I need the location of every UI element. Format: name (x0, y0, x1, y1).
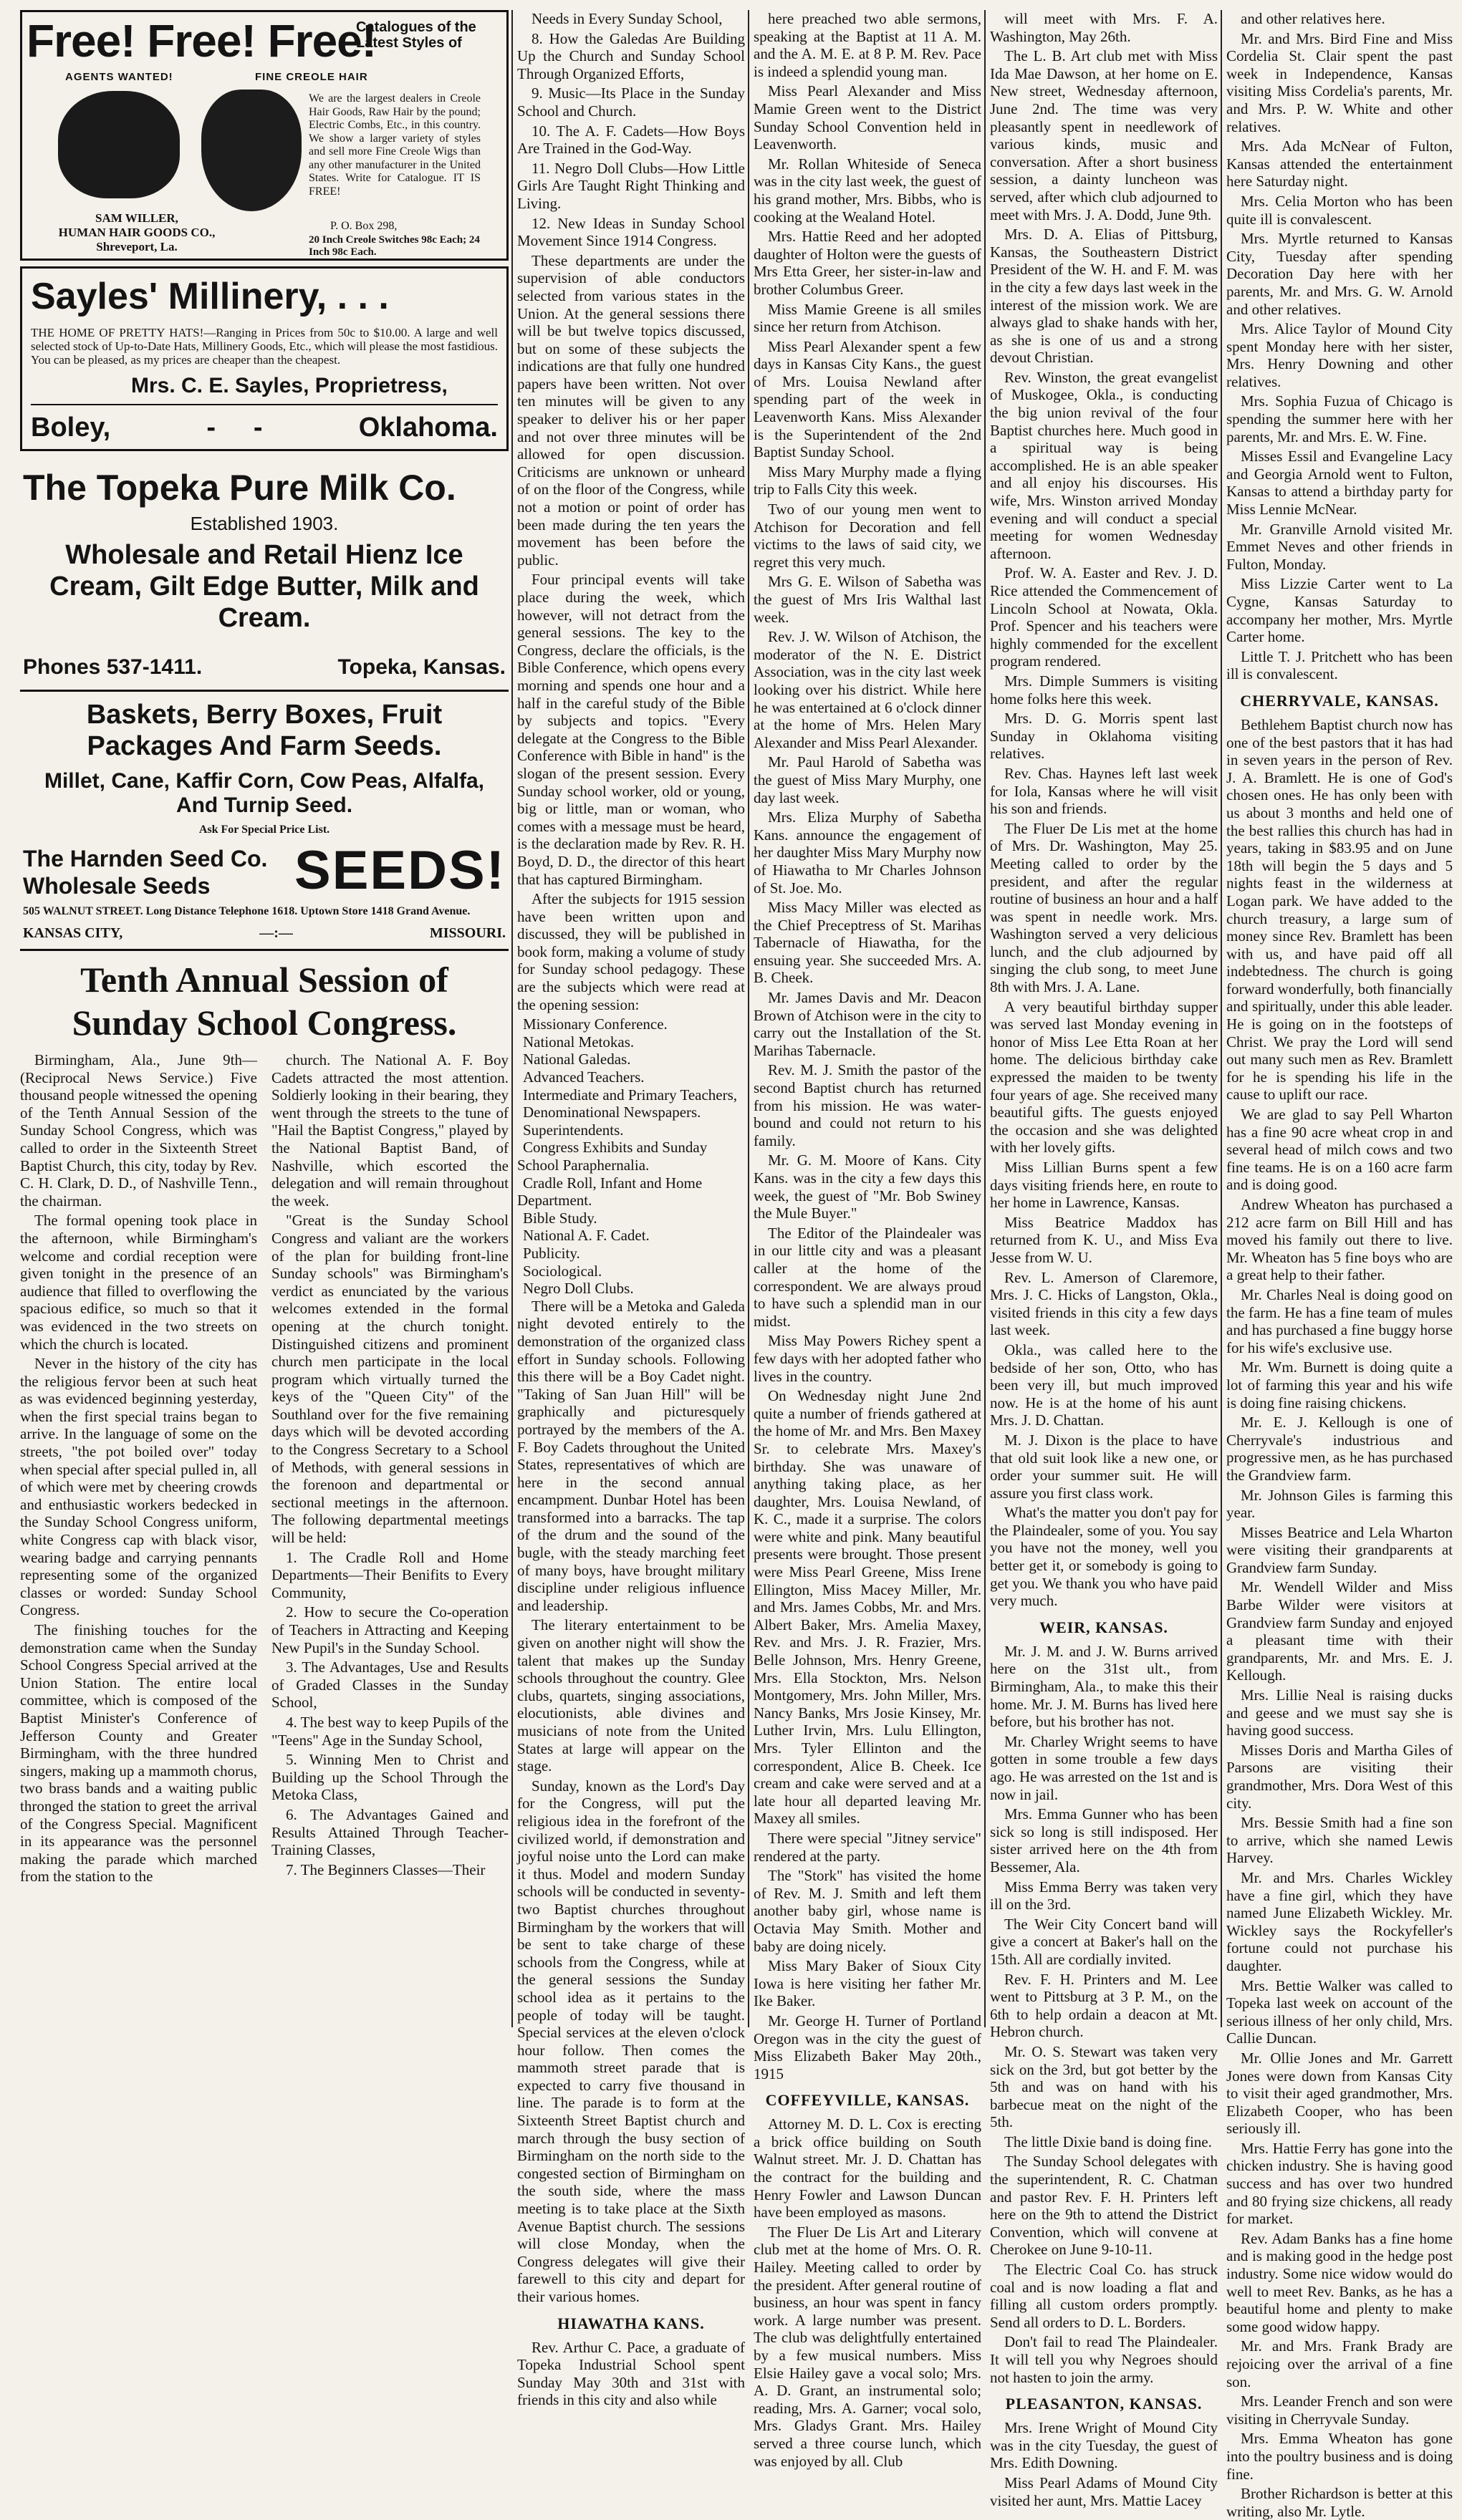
article-paragraph: Never in the history of the city has the religious fervor been at such heat as was evidenced beginning yesterday, when the first special trains began to arrive. In the language of some on the streets, "the pot boiled over" today when special after special pulled in, all of which were met by cheering crowds and enthusiastic workers bedecked in the Sunday School Congress uniform, white Congress cap with black visor, wearing badge and carrying pennants representing some of the organized classes or worded: Sunday School Congress. (20, 1355, 257, 1619)
ad-seeds-city-row (23, 925, 506, 942)
column-rule (1221, 10, 1222, 2027)
c4-paras1 (990, 10, 1218, 1610)
news-item: Mr. E. J. Kellough is one of Cherryvale's industrious and progressive men, as he has purchased the Grandview farm. (1226, 1414, 1453, 1484)
news-item: Rev. L. Amerson of Claremore, Mrs. J. C. Hicks of Langston, Okla., visited friends in this city a few days last week. (990, 1268, 1218, 1339)
news-item: Mrs. Emma Gunner who has been sick so long is still indisposed. Her sister arrived here on the 4th from Bessemer, Ala. (990, 1805, 1218, 1875)
news-item: Mrs. Bettie Walker was called to Topeka last week on account of the serious illness of her only child, Mrs. Callie Duncan. (1226, 1976, 1453, 2047)
news-item: Mrs. Hattie Reed and her adopted daughter of Holton were the guests of Mrs Etta Greer, her sister-in-law and brother Columbus Greer. (754, 228, 981, 298)
ad-free-addr3: Shreveport, La. (96, 240, 178, 254)
article-paragraph: The formal opening took place in the afternoon, while Birmingham's welcome and cordial reception were given tonight in the presence of an audience that filled to overflowing the spacious edifice, so much so that it was evidenced in the two streets on which the church is located. (20, 1212, 257, 1353)
news-item: will meet with Mrs. F. A. Washington, May 26th. (990, 10, 1218, 45)
ad-seeds-ask: Ask For Special Price List. (198, 824, 330, 836)
ad-free-catalogue: Catalogues of the Latest Styles of (356, 19, 476, 51)
c3-paras1 (754, 10, 981, 2082)
ad-seeds-addr: 505 WALNUT STREET. Long Distance Telephone 1618. Uptown Store 1418 Grand Avenue. (23, 905, 471, 917)
news-item: Mrs. Bessie Smith had a fine son to arrive, which she named Lewis Harvey. (1226, 1814, 1453, 1867)
news-item: Two of our young men went to Atchison for Decoration and fell victims to the laws of said city, we regret this very much. (754, 501, 981, 571)
news-item: Mrs. D. G. Morris spent last Sunday in Oklahoma visiting relatives. (990, 710, 1218, 763)
ad-topeka-phones-row (23, 655, 506, 680)
subject-list-item: Publicity. (523, 1244, 580, 1262)
article-paragraph: Four principal events will take place during the week, which however, will not detract from the general sessions. The key to the Congress, declare the officials, is the Bible Conference, which opens every morning and spends one hour and a half in the careful study of the Bible by subjects and topics. "Every delegate at the Congress to the Bible Conference with Bible in hand" is the slogan of the present session. Every Sunday school worker, old or young, big or little, man or woman, who comes with a message must be heard, is the declaration made by Rev. R. H. Boyd, D. D., the director of this heart that has captured Birmingham. (517, 571, 745, 888)
news-item: Mr. Granville Arnold visited Mr. Emmet Neves and other friends in Fulton, Monday. (1226, 520, 1453, 573)
ad-free-headline: Free! Free! Free! (27, 15, 377, 67)
news-item: The Fluer De Lis Art and Literary club met at the home of Mrs. O. R. Hailey. Meeting called to order by the president. After general routine of business, an hour was spent in fancy work. A large number was present. The club was delightfully entertained by a few musical numbers. Miss Elsie Hailey gave a vocal solo; Mrs. A. D. Grant, an instrumental solo; reading, Mrs. A. Garner; vocal solo, Mrs. Gladys Grant. Mrs. Hailey served a three course lunch, which was enjoyed by all. Club (754, 2223, 981, 2470)
cherryvale-heading: CHERRYVALE, KANSAS. (1240, 691, 1439, 710)
news-item: Mr. and Mrs. Bird Fine and Miss Cordelia St. Clair spent the past week in Independence, Kansas visiting Miss Cordelia's parents, Mr. and Mrs. P. W. White and other relatives. (1226, 29, 1453, 135)
news-item: Mr. Ollie Jones and Mr. Garrett Jones were down from Kansas City to visit their aged grandmother, Mrs. Elizabeth Cooper, who has been seriously ill. (1226, 2049, 1453, 2138)
news-item: The "Stork" has visited the home of Rev. M. J. Smith and left them another baby girl, whose name is Octavia May Smith. Mother and baby are doing nicely. (754, 1867, 981, 1955)
ad-sayles-dots: - - (206, 412, 263, 443)
c2-paras2 (517, 1298, 745, 2306)
news-item: Misses Beatrice and Lela Wharton were visiting their grandparents at Grandview farm Sunday. (1226, 1523, 1453, 1576)
news-item: Miss Mary Murphy made a flying trip to Falls City this week. (754, 463, 981, 498)
ad-topeka-title: The Topeka Pure Milk Co. (23, 468, 456, 508)
news-item: Mr. Wm. Burnett is doing quite a lot of farming this year and his wife is doing fine raising chickens. (1226, 1358, 1453, 1411)
news-item: Bethlehem Baptist church now has one of the best pastors that it has had in seven years in the person of Rev. J. A. Bramlett. He is one of God's chosen ones. He has only been with us about 3 months and held one of the best rallies this church has had in years, taking in $83.95 and on June 18th will begin the 5 days and 5 nights feast in the wilderness at Logan park. We have added to the church treasury, a large sum of money since Rev. Bramlett has been with us, and have paid off all indebtedness. The church is going forward wonderfully, both financially and spiritually, under this able leader. He is going on in the footsteps of Christ. We pray the Lord will send out many such men as Rev. Bramlett for he is spending his life in the cause to uplift our race. (1226, 715, 1453, 1104)
meeting-list-item: 3. The Advantages, Use and Results of Graded Classes in the Sunday School, (271, 1659, 509, 1712)
subject-list-item: Bible Study. (523, 1209, 597, 1227)
meeting-list-item: 12. New Ideas in Sunday School Movement Since 1914 Congress. (517, 214, 745, 250)
hiawatha-heading: HIAWATHA KANS. (557, 2314, 705, 2332)
ad-sayles-state: Oklahoma. (358, 412, 498, 443)
article-col-b-paras (271, 1051, 509, 1547)
news-item: Mrs. Emma Wheaton has gone into the poultry business and is doing fine. (1226, 2430, 1453, 2483)
c2-paras1 (517, 252, 745, 1014)
coffeyville-heading: COFFEYVILLE, KANSAS. (765, 2091, 970, 2110)
news-item: There were special "Jitney service" rendered at the party. (754, 1829, 981, 1865)
news-item: Mr. and Mrs. Frank Brady are rejoicing over the arrival of a fine son. (1226, 2337, 1453, 2390)
news-item: Mrs. Dimple Summers is visiting home folks here this week. (990, 672, 1218, 708)
article-paragraph: The literary entertainment to be given on another night will show the talent that makes up the Sunday schools throughout the country. Glee clubs, quartets, singing associations, elocutionists, able divines and musicians of note from the United States at large will appear on the stage. (517, 1616, 745, 1775)
news-item: Mrs. Myrtle returned to Kansas City, Tuesday after spending Decoration Day here with her parents, Mr. and Mrs. G. W. Arnold and other relatives. (1226, 230, 1453, 318)
ad-seeds-line1: Baskets, Berry Boxes, Fruit Packages And Farm Seeds. (86, 700, 443, 761)
ad-free-addr1: SAM WILLER, (95, 211, 178, 225)
c2-list (517, 10, 745, 250)
news-item: We are glad to say Pell Wharton has a fine 90 acre wheat crop in and several head of milch cows and two fine teams. He is on a 160 acre farm and is doing good. (1226, 1106, 1453, 1194)
news-item: Mrs. D. A. Elias of Pittsburg, Kansas, the Southeastern District President of the W. H. and F. M. was in the city a few days last week in the interest of the mission work. We are always glad to shake hands with her, as she is one of us and a strong devout Christian. (990, 226, 1218, 367)
news-item: Rev. F. H. Printers and M. Lee went to Pittsburg at 3 P. M., on the 6th to help ordain a deacon at Mt. Hebron church. (990, 1970, 1218, 2041)
ad-seeds-city: KANSAS CITY, (23, 925, 123, 941)
meeting-list-item: 8. How the Galedas Are Building Up the Church and Sunday School Through Organized Efforts, (517, 29, 745, 82)
ad-sayles-body: THE HOME OF PRETTY HATS!—Ranging in Prices from 50c to $10.00. A large and well selected stock of Up-to-Date Hats, Millinery Goods, Etc., which will please the most fastidious. You can be pleased, as my prices are cheaper than the cheapest. (31, 326, 498, 367)
news-item: Mr. J. M. and J. W. Burns arrived here on the 31st ult., from Birmingham, Ala., to make this their home. Mr. J. M. Burns has lived here before, but his brother has not. (990, 1642, 1218, 1731)
ad-seeds-dash: —:— (259, 925, 293, 941)
ad-free-addr2: HUMAN HAIR GOODS CO., (58, 226, 216, 239)
meeting-list-item: 7. The Beginners Classes—Their (286, 1860, 486, 1878)
article-paragraph: After the subjects for 1915 session have been written upon and discussed, they will be published in book form, making a volume of study for Sunday school pedagogy. These are the subjects which were read at the opening session: (517, 890, 745, 1013)
news-item: Mr. George H. Turner of Portland Oregon was in the city the guest of Miss Elizabeth Baker May 20th., 1915 (754, 2012, 981, 2082)
article-headline: Tenth Annual Session of Sunday School Congress. (20, 949, 509, 1044)
ad-sayles-town: Boley, (31, 412, 111, 443)
ad-seeds-line2: Millet, Cane, Kaffir Corn, Cow Peas, Alfalfa, And Turnip Seed. (44, 769, 484, 817)
news-item: Mrs. Celia Morton who has been quite ill is convalescent. (1226, 192, 1453, 228)
ad-free-switch: 20 Inch Creole Switches 98c Each; 24 Inch 98c Each. (309, 234, 480, 258)
news-item: Mrs. Sophia Fuzua of Chicago is spending the summer here with her parents, Mr. and Mrs. E. W. Fine. (1226, 392, 1453, 445)
ad-topeka-milk (20, 457, 509, 690)
subject-list-item: Congress Exhibits and Sunday School Paraphernalia. (517, 1139, 708, 1174)
news-item: The L. B. Art club met with Miss Ida Mae Dawson, at her home on E. New street, Wednesday afternoon, June 2nd. The time was very pleasantly spent in needlework of various kinds, music and conversation. After a short business session, a dainty luncheon was served, after which club adjourned to meet with Mrs. J. A. Dodd, June 9th. (990, 47, 1218, 223)
news-item: Mr. Wendell Wilder and Miss Barbe Wilder were visitors at Grandview farm Sunday and enjoyed a pleasant time with their grandparents, Mr. and Mrs. E. J. Kellough. (1226, 1578, 1453, 1684)
c4-pleasanton (990, 2419, 1218, 2509)
news-item: Mrs. Eliza Murphy of Sabetha Kans. announce the engagement of her daughter Miss Mary Murphy now of Hiawatha to Mr Charles Johnson of St. Joe. Mo. (754, 808, 981, 897)
meeting-list-item: 10. The A. F. Cadets—How Boys Are Trained in the God-Way. (517, 122, 745, 158)
news-item: Mr. G. M. Moore of Kans. City Kans. was in the city a few days this week, the guest of "Mr. Bob Swiney the Mule Buyer." (754, 1152, 981, 1222)
news-item: Rev. Winston, the great evangelist of Muskogee, Okla., is conducting the big union revival of the four Baptist churches here. Much good in a spiritual way is being accomplished. He is an able speaker and all enjoy his discourses. His wife, Mrs. Winston arrived Monday evening and will conduct a special meeting for women Wednesday afternoon. (990, 368, 1218, 562)
meeting-list-item: 2. How to secure the Co-operation of Teachers in Attracting and Keeping New Pupil's in the Sunday School. (271, 1603, 509, 1656)
subject-list-item: Cradle Roll, Infant and Home Department. (517, 1174, 703, 1210)
ad-topeka-city: Topeka, Kansas. (337, 655, 506, 679)
article-paragraph: There will be a Metoka and Galeda night devoted entirely to the demonstration of the organized class effort in Sunday schools. Following this there will be a Boy Cadet night. "Taking of San Juan Hill" will be graphically and picturesquely portrayed by the members of the A. F. Boy Cadets throughout the United States, representatives of which are here in the second annual encampment. Dunbar Hotel has been transformed into a barracks. The tap of the drum and the sound of the bugle, with the steady marching feet of many boys, have brought military discipline under religious influence and leadership. (517, 1297, 745, 1614)
news-item: On Wednesday night June 2nd quite a number of friends gathered at the home of Mr. and Mrs. Ben Maxey Sr. to celebrate Mrs. Maxey's birthday. She was unaware of anything taking place, as her daughter, Mrs. Louisa Newland, of K. C., made it a surprise. The colors were white and pink. Many beautiful presents were brought. Those present were Miss Pearl Greene, Miss Irene Ellington, Miss Macey Miller, Mr. and Mrs. James Cobbs, Mr. and Mrs. Albert Baker, Mrs. Amelia Maxey, Rev. and Mrs. J. R. Frazier, Mrs. Belle Johnson, Mrs. Henry Greene, Mrs. Ella Stockton, Mrs. Nelson Montgomery, Mrs. John Miller, Mrs. Nancy Banks, Mrs Josie Kinsey, Mr. Luther Irvin, Mrs. Lulu Ellington, Mrs. Tyler Ellinton and the correspondent, Alice B. Cheek. Ice cream and cake were served and at a late hour all departed leaving Mr. Maxey all smiles. (754, 1387, 981, 1828)
c5-paras1 (1226, 10, 1453, 683)
ad-sayles-title: Sayles' Millinery, . . . (31, 276, 389, 317)
column-rule (984, 10, 986, 2027)
news-item: Misses Essil and Evangeline Lacy and Georgia Arnold went to Fulton, Kansas to attend a birthday party for Miss Lennie McNear. (1226, 448, 1453, 518)
article-col-b-list (271, 1549, 509, 1879)
news-item: The Weir City Concert band will give a concert at Baker's hall on the 15th. All are cordially invited. (990, 1915, 1218, 1968)
news-item: Mr. Charles Neal is doing good on the farm. He has a fine team of mules and has purchased a fine buggy horse for his wife's exclusive use. (1226, 1285, 1453, 1356)
news-item: Rev. J. W. Wilson of Atchison, the moderator of the N. E. District Association, was in the city last week looking over his district. While here he was entertained at 6 o'clock dinner at the home of Mrs. Helen Mary Alexander and Miss Pearl Alexander. (754, 628, 981, 751)
news-item: Attorney M. D. L. Cox is erecting a brick office building on South Walnut street. Mr. J. D. Chattan has the contract for the building and Henry Fowler and Lawson Duncan have been employed as masons. (754, 2115, 981, 2221)
news-item: The Sunday School delegates with the superintendent, R. C. Chatman and pastor Rev. F. H. Printers left here on the 9th to attend the District Convention, which will convene at Cherokee on June 9-10-11. (990, 2153, 1218, 2259)
meeting-list-item: 11. Negro Doll Clubs—How Little Girls Are Taught Right Thinking and Living. (517, 159, 745, 212)
news-item: Miss Pearl Alexander spent a few days in Kansas City Kans., the guest of Mrs. Louisa Newland after spending part of the week in Leavenworth Kans. Miss Alexander is the Superintendent of the 2nd Baptist Sunday School. (754, 337, 981, 461)
news-item: Miss Pearl Alexander and Miss Mamie Green went to the District Sunday School Convention held in Leavenworth. (754, 82, 981, 153)
meeting-list-item: 4. The best way to keep Pupils of the "Teens" Age in the Sunday School, (271, 1713, 509, 1749)
subject-list-item: Negro Doll Clubs. (523, 1280, 634, 1298)
article-paragraph: church. The National A. F. Boy Cadets attracted the most attention. Soldierly looking in their bearing, they went through the streets to the tune of "Hail the Baptist Congress," played by the National Baptist Band, of Nashville, which escorted the delegation and will remain throughout the week. (271, 1051, 509, 1210)
news-item: Don't fail to read The Plaindealer. It will tell you why Negroes should not hasten to join the army. (990, 2333, 1218, 2386)
ad-sayles-millinery (20, 266, 509, 451)
news-item: Miss Mary Baker of Sioux City Iowa is here visiting her father Mr. Ike Baker. (754, 1957, 981, 2010)
c4-weir (990, 1643, 1218, 2386)
news-item: Little T. J. Pritchett who has been ill is convalescent. (1226, 647, 1453, 683)
news-item: Miss Lillian Burns spent a few days visiting friends here, en route to her home in Lawrence, Kansas. (990, 1159, 1218, 1212)
news-item: M. J. Dixon is the place to have that old suit look like a new one, or order your summer suit. He will assure you first class work. (990, 1431, 1218, 1502)
news-item: Miss Pearl Adams of Mound City visited her aunt, Mrs. Mattie Lacey (990, 2473, 1218, 2509)
article-col-a (20, 1051, 257, 1888)
pleasanton-heading: PLEASANTON, KANSAS. (1005, 2395, 1203, 2413)
news-item: Mrs. Alice Taylor of Mound City spent Monday here with her sister, Mrs. Henry Downing and other relatives. (1226, 320, 1453, 390)
news-item: Brother Richardson is better at this writing, also Mr. Lytle. (1226, 2485, 1453, 2520)
column-rule (748, 10, 749, 2027)
ad-topeka-est: Established 1903. (190, 513, 339, 534)
ad-free-desc: We are the largest dealers in Creole Hair Goods, Raw Hair by the pound; Electric Combs, Etc., in this country. We show a larger variety of styles and sell more Fine Creole Wigs than any other manufacturer in the United States. Write for Catalogue. IT IS FREE! (309, 92, 481, 198)
news-item: What's the matter you don't pay for the Plaindealer, some of you. You say you have not the money, well you better get it, or somebody is going to get you. We thank you who have paid very much. (990, 1504, 1218, 1610)
news-item: Miss Lizzie Carter went to La Cygne, Kansas Saturday to accompany her mother, Mrs. Myrtle Carter home. (1226, 575, 1453, 646)
news-item: Rev. Chas. Haynes left last week for Iola, Kansas where he will visit his son and friends. (990, 764, 1218, 818)
column-4 (990, 10, 1218, 2509)
news-item: The Electric Coal Co. has struck coal and is now loading a flat and filling all custom orders promptly. Send all orders to D. L. Borders. (990, 2261, 1218, 2331)
news-item: Mr. Rollan Whiteside of Seneca was in the city last week, the guest of his grand mother, Mrs. Bibbs, who is cooking at the Wealand Hotel. (754, 155, 981, 226)
news-item: Mrs. Irene Wright of Mound City was in the city Tuesday, the guest of Mrs. Edith Downing. (990, 2419, 1218, 2472)
news-item: The little Dixie band is doing fine. (1004, 2133, 1212, 2150)
article-paragraph: Birmingham, Ala., June 9th—(Reciprocal News Service.) Five thousand people witnessed the opening of the Tenth Annual Session of the Sunday School Congress, which was called to order in the Sixteenth Street Baptist Church, this city, today by Rev. C. H. Clark, D. D., of Nashville Tenn., the chairman. (20, 1051, 257, 1210)
subject-list-item: Sociological. (523, 1262, 602, 1280)
news-item: Mr. O. S. Stewart was taken very sick on the 3rd, but got better by the 5th and was on hand with his barbecue meat on the night of the 5th. (990, 2042, 1218, 2131)
subject-list-item: Missionary Conference. (523, 1015, 668, 1033)
column-1 (20, 10, 509, 2027)
subject-list-item: Advanced Teachers. (523, 1068, 645, 1086)
news-item: Mrs G. E. Wilson of Sabetha was the guest of Mrs Iris Walthal last week. (754, 573, 981, 626)
news-item: Miss Beatrice Maddox has returned from K. U., and Miss Eva Jesse from W. U. (990, 1213, 1218, 1266)
subject-list-item: National A. F. Cadet. (523, 1227, 650, 1245)
news-item: The Fluer De Lis met at the home of Mrs. Dr. Washington, May 25. Meeting called to order by the president, and after the regular routine of business an hour and a half was spent in needle work. Mrs. Washington served a very delicious lunch, and the club adjourned by singing the club song, to meet June 8th with Mrs. J. A. Lane. (990, 819, 1218, 996)
column-2 (517, 10, 745, 2409)
news-item: Mr. Paul Harold of Sabetha was the guest of Miss Mary Murphy, one day last week. (754, 753, 981, 806)
news-item: Mr. Charley Wright seems to have gotten in some trouble a few days ago. He was arrested on the 1st and is now in jail. (990, 1732, 1218, 1803)
article-body (20, 1051, 509, 1888)
subject-list-item: Intermediate and Primary Teachers, (523, 1086, 738, 1104)
ad-seeds-co: The Harnden Seed Co. Wholesale Seeds (23, 846, 268, 899)
meeting-list-item: 5. Winning Men to Christ and Building up the School Through the Metoka Class, (271, 1751, 509, 1804)
article-paragraph: These departments are under the supervision of able conductors selected from various states in the Union. At the general sessions there will be but twelve topics discussed, but on some of these subjects the indications are that fully one hundred papers have been written. Not over ten minutes will be given to any speaker to deliver his or her paper and not over three minutes will be allowed for open discussion. Criticisms are unknown or unheard of on the floor of the Congress, while not a motion or point of order has been made during the ten years the movement has been before the public. (517, 251, 745, 569)
news-item: Okla., was called here to the bedside of her son, Otto, who has been very ill, but much improved now. He is at the home of his aunt Mrs. J. D. Chattan. (990, 1341, 1218, 1429)
ad-topeka-phones: Phones 537-1411. (23, 655, 203, 679)
news-item: The Editor of the Plaindealer was in our little city and was a pleasant caller at the home of the correspondent. We are always proud to have such a splendid man in our midst. (754, 1224, 981, 1330)
news-item: Mrs. Ada McNear of Fulton, Kansas attended the entertainment here Saturday night. (1226, 137, 1453, 190)
ad-seeds-state: MISSOURI. (429, 925, 506, 941)
news-item: Mrs. Lillie Neal is raising ducks and geese and we must say she is having good success. (1226, 1686, 1453, 1739)
ad-free-address (51, 211, 223, 254)
news-item: Miss May Powers Richey spent a few days with her adopted father who lives in the country. (754, 1332, 981, 1385)
ad-seeds-row (23, 842, 506, 899)
hiawatha-text: Rev. Arthur C. Pace, a graduate of Topeka Industrial School spent Sunday May 30th and 31st with friends in this city and also while (517, 2338, 745, 2409)
news-item: Mrs. Leander French and son were visiting in Cherryvale Sunday. (1226, 2393, 1453, 2428)
ad-sayles-prop: Mrs. C. E. Sayles, Proprietress, (131, 374, 448, 397)
news-item: here preached two able sermons, speaking at the Baptist at 11 A. M. and the A. M. E. at 8 P. M. Rev. Pace is indeed a splendid young man. (754, 10, 981, 80)
subject-list-item: Superintendents. (523, 1121, 624, 1139)
wig-image (201, 90, 302, 211)
ad-topeka-tag: Wholesale and Retail Hienz Ice Cream, Gilt Edge Butter, Milk and Cream. (49, 540, 479, 633)
ad-free-fine-hair: FINE CREOLE HAIR (255, 71, 368, 83)
column-5 (1226, 10, 1453, 2520)
news-item: Miss Emma Berry was taken very ill on the 3rd. (990, 1878, 1218, 1913)
news-item: Mrs. Hattie Ferry has gone into the chicken industry. She is having good success and has over two hundred and 80 frying size chickens, all ready for market. (1226, 2139, 1453, 2228)
c5-cherryvale (1226, 716, 1453, 2520)
news-item: A very beautiful birthday supper was served last Monday evening in honor of Miss Lee Etta Roan at her home. The delicious birthday cake expressed the maiden to be twenty four years of age. She received many beautiful gifts. The guests enjoyed the occasion and she was delighted with her lovely gifts. (990, 998, 1218, 1157)
ad-sayles-place (31, 404, 498, 443)
subject-list-item: National Galedas. (523, 1051, 631, 1068)
news-item: Mr. James Davis and Mr. Deacon Brown of Atchison were in the city to carry out the Installation of the St. Marihas Tabernacle. (754, 989, 981, 1059)
weir-heading: WEIR, KANSAS. (1039, 1618, 1168, 1636)
c3-coffeyville (754, 2115, 981, 2470)
subject-list-item: National Metokas. (523, 1033, 635, 1051)
article-paragraph: Sunday, known as the Lord's Day for the Congress, will put the religious idea in the forefront of the civilized world, if demonstration and joyful noise unto the Lord can make it thus. Model and modern Sunday schools will be conducted in seventy-two Baptist churches throughout Birmingham by the workers that will be sent to take charge of these schools from the Congress, while at the general sessions the Sunday school idea as it pertains to the people of today will be taught. Special services at the eleven o'clock hour follow. Then comes the mammoth street parade that is expected to carry five thousand in line. The parade is to form at the Sixteenth Street Baptist church and march through the busy section of Birmingham on the north side to the congested section of Birmingham on the south side, where the mass meeting is to take place at the Sixth Avenue Baptist church. The sessions will close Monday, when the Congress delegates will give their farewell to this city and depart for their various homes. (517, 1777, 745, 2305)
subject-list-item: Denominational Newspapers. (523, 1104, 701, 1121)
meeting-list-item: 6. The Advantages Gained and Results Attained Through Teacher-Training Classes, (271, 1805, 509, 1859)
ad-free-agents: AGENTS WANTED! (65, 71, 173, 83)
news-item: Rev. Adam Banks has a fine home and is making good in the hedge post industry. Some nice widow would do well to meet Rev. Banks, as he has a beautiful home and plenty to make some good widow happy. (1226, 2229, 1453, 2335)
article-col-b (271, 1051, 509, 1888)
ad-creole-hair (20, 10, 509, 261)
news-item: and other relatives here. (1241, 10, 1385, 27)
ad-seeds-seeds: SEEDS! (294, 840, 506, 901)
article-paragraph: "Great is the Sunday School Congress and valiant are the workers of the plan for building front-line Sunday schools" was Birmingham's verdict as enunciated by the various welcomes extended in the formal opening at the church tonight. Distinguished citizens and prominent church men participate in the local program which virtually turned the keys of the "Queen City" of the Southland over for the five remaining days which will be devoted according to the Congress Secretary to a School of Methods, with general sessions in the forenoon and departmental or sectional meetings in the afternoon. The following departmental meetings will be held: (271, 1212, 509, 1547)
ad-free-pobox: P. O. Box 298, (330, 220, 398, 232)
news-item: Miss Macy Miller was elected as the Chief Preceptress of St. Marihas Tabernacle of Hiawatha, for the ensuing year. She succeeded Mrs. A. B. Cheek. (754, 899, 981, 987)
news-item: Misses Doris and Martha Giles of Parsons are visiting their grandmother, Mrs. Dora West of this city. (1226, 1741, 1453, 1812)
news-item: Miss Mamie Greene is all smiles since her return from Atchison. (754, 300, 981, 336)
news-item: Rev. M. J. Smith the pastor of the second Baptist church has returned from his mission. He was water-bound and could not return to his family. (754, 1061, 981, 1149)
meeting-list-item: 9. Music—Its Place in the Sunday School and Church. (517, 85, 745, 120)
meeting-list-item: 1. The Cradle Roll and Home Departments—Their Benifits to Every Community, (271, 1548, 509, 1601)
article-paragraph: The finishing touches for the demonstration came when the Sunday School Congress Special arrived at the Union Station. The entire local committee, which is composed of the Baptist Minister's Conference of Jefferson County and Greater Birmingham, with the three hundred singers, making up a mammoth chorus, two brass bands and a waiting public thronged the station to greet the arrival of the Congress Special. Magnificent in its appearance was the personnel making the parade which marched from the station to the (20, 1621, 257, 1886)
hair-switch-image (58, 91, 180, 198)
news-item: Andrew Wheaton has purchased a 212 acre farm on Bill Hill and has moved his family out there to live. Mr. Wheaton has 5 fine boys who are a great help to their father. (1226, 1196, 1453, 1284)
news-item: Mr. and Mrs. Charles Wickley have a fine girl, which they have named June Elizabeth Wickley. Mr. Wickley says the Rockyfeller's fortune could not purchase his daughter. (1226, 1868, 1453, 1974)
c2-subjects (517, 1015, 745, 1298)
column-rule (511, 10, 513, 2027)
news-item: Mr. Johnson Giles is farming this year. (1226, 1486, 1453, 1522)
ad-harnden-seeds (20, 690, 509, 949)
column-3 (754, 10, 981, 2470)
news-item: Prof. W. A. Easter and Rev. J. D. Rice attended the Commencement of Lincoln School at Nowata, Okla. Prof. Spencer and his teachers were highly commended for the excellent program rendered. (990, 564, 1218, 670)
meeting-list-item: Needs in Every Sunday School, (532, 10, 723, 27)
